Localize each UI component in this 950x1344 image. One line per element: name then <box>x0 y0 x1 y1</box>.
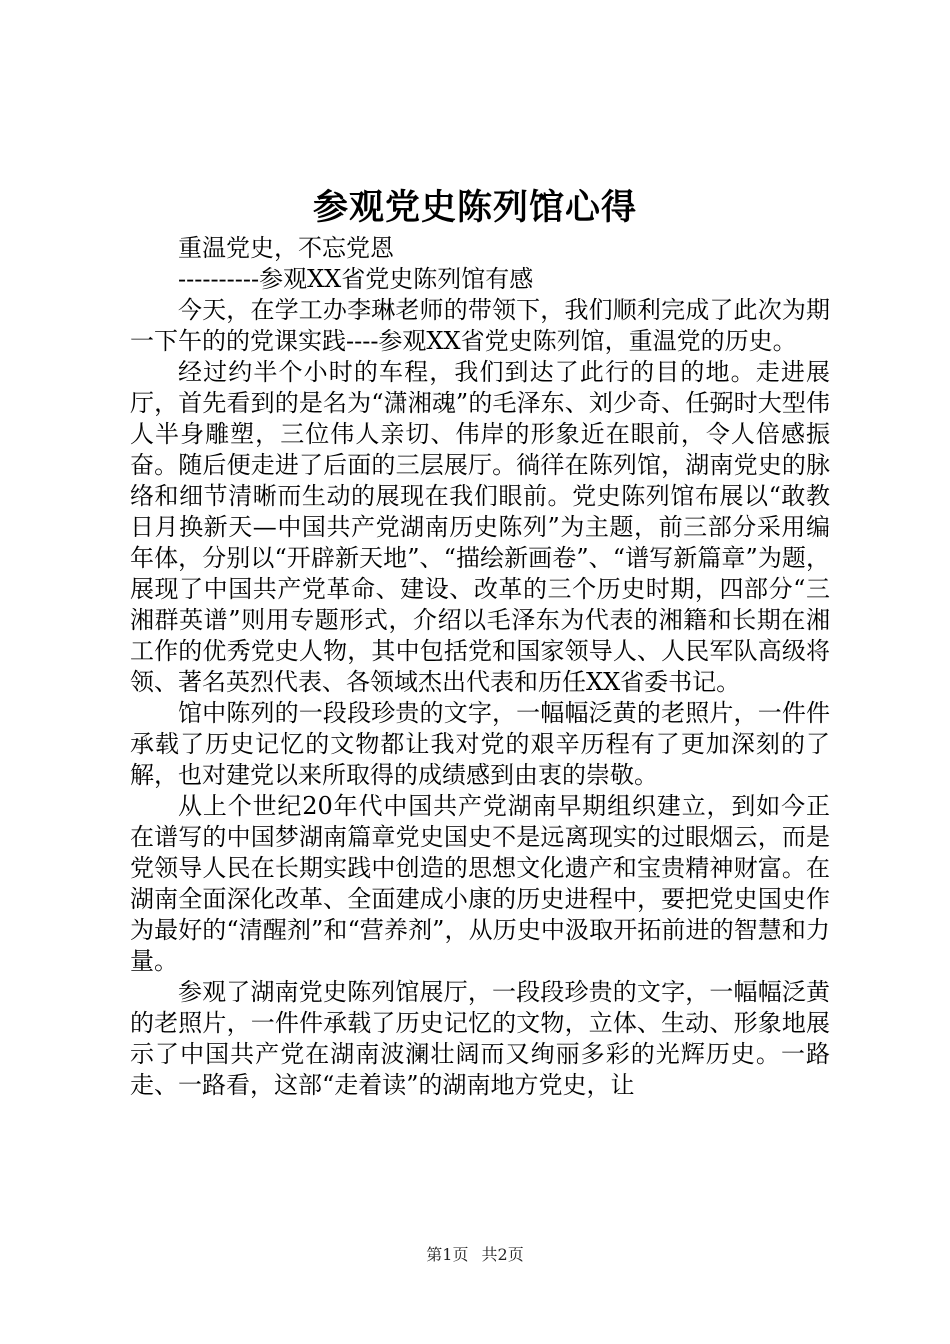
page-footer <box>0 1244 950 1266</box>
paragraph: 馆中陈列的一段段珍贵的文字，一幅幅泛黄的老照片，一件件承载了历史记忆的文物都让我对党的艰辛历程有了更加深刻的了解，也对建党以来所取得的成绩感到由衷的崇敬。 <box>130 699 830 789</box>
page-total: 共2页 <box>481 1245 524 1264</box>
paragraph: 经过约半个小时的车程，我们到达了此行的目的地。走进展厅，首先看到的是名为“潇湘魂”的毛泽东、刘少奇、任弼时大型伟人半身雕塑，三位伟人亲切、伟岸的形象近在眼前，令人倍感振奋。随后便走进了后面的三层展厅。徜徉在陈列馆，湖南党史的脉络和细节清晰而生动的展现在我们眼前。党史陈列馆布展以“敢教日月换新天—中国共产党湖南历史陈列”为主题，前三部分采用编年体，分别以“开辟新天地”、“描绘新画卷”、“谱写新篇章”为题，展现了中国共产党革命、建设、改革的三个历史时期，四部分“三湘群英谱”则用专题形式，介绍以毛泽东为代表的湘籍和长期在湘工作的优秀党史人物，其中包括党和国家领导人、人民军队高级将领、著名英烈代表、各领域杰出代表和历任XX省委书记。 <box>130 358 830 696</box>
paragraph: 从上个世纪20年代中国共产党湖南早期组织建立，到如今正在谱写的中国梦湖南篇章党史国史不是远离现实的过眼烟云，而是党领导人民在长期实践中创造的思想文化遗产和宝贵精神财富。在湖南全面深化改革、全面建成小康的历史进程中，要把党史国史作为最好的“清醒剂”和“营养剂”，从历史中汲取开拓前进的智慧和力量。 <box>130 792 830 975</box>
subtitle: 重温党史，不忘党恩 <box>178 234 394 262</box>
document-title: 参观党史陈列馆心得 <box>312 187 637 228</box>
paragraph: 今天，在学工办李琳老师的带领下，我们顺利完成了此次为期一下午的的党课实践----参观XX省党史陈列馆，重温党的历史。 <box>130 296 830 355</box>
document-body <box>130 233 830 1101</box>
subtitle-dashes: ----------参观XX省党史陈列馆有感 <box>178 265 534 293</box>
paragraph: 参观了湖南党史陈列馆展厅，一段段珍贵的文字，一幅幅泛黄的老照片，一件件承载了历史记忆的文物，立体、生动、形象地展示了中国共产党在湖南波澜壮阔而又绚丽多彩的光辉历史。一路走、一路看，这部“走着读”的湖南地方党史，让 <box>130 978 830 1099</box>
page-number: 第1页 <box>426 1245 469 1264</box>
